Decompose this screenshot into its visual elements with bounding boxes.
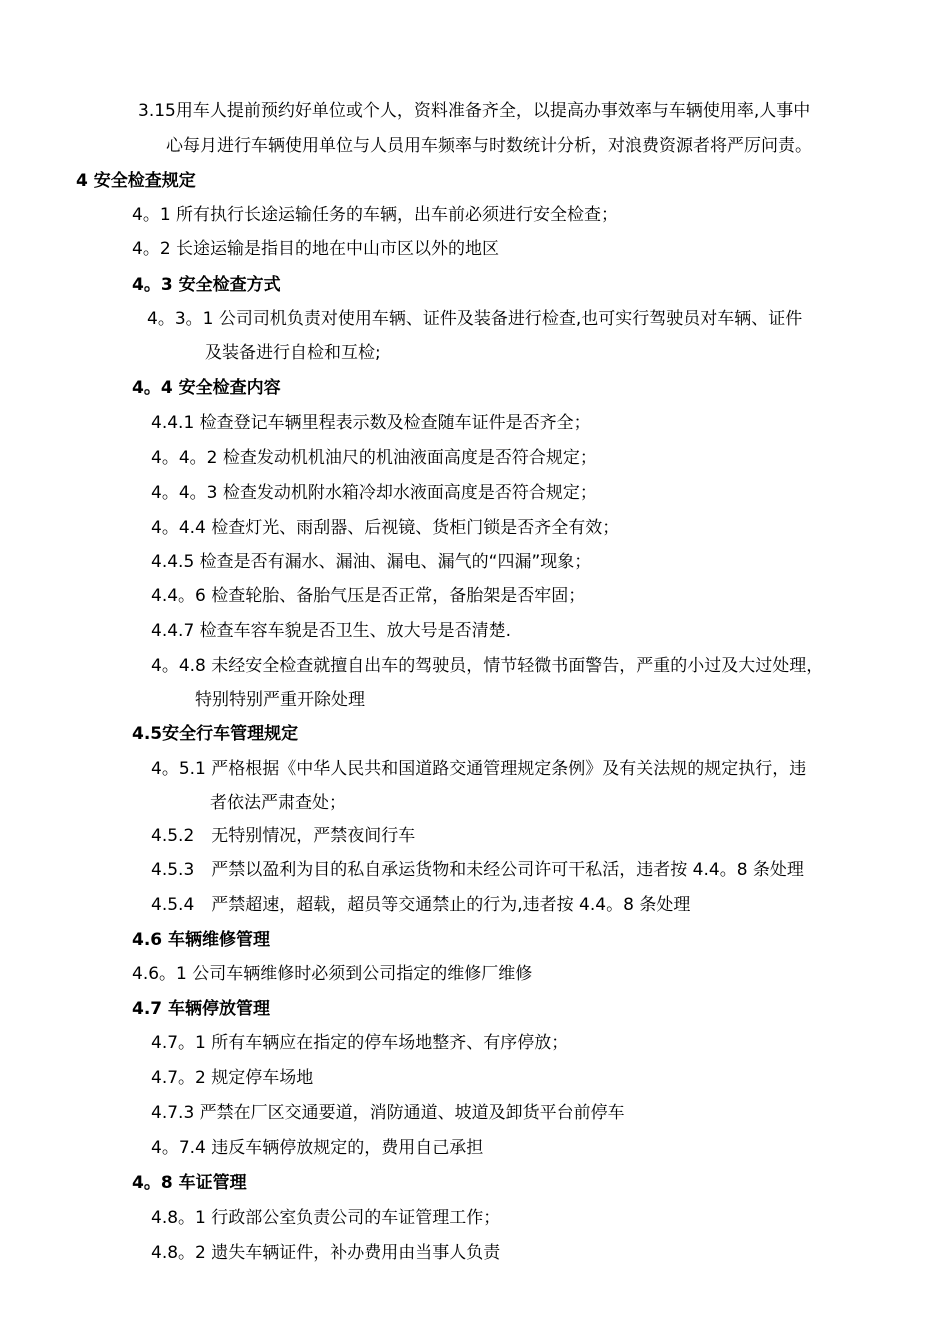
clause-4-3-1-line-1: 4。3。1 公司司机负责对使用车辆、证件及装备进行检查,也可实行驾驶员对车辆、证件	[147, 309, 803, 329]
section-4-7-heading: 4.7 车辆停放管理	[132, 999, 271, 1019]
clause-4-8-1: 4.8。1 行政部公室负责公司的车证管理工作；	[151, 1208, 501, 1228]
clause-4-4-6: 4.4。6 检查轮胎、备胎气压是否正常，备胎架是否牢固；	[151, 586, 586, 606]
clause-4-7-3: 4.7.3 严禁在厂区交通要道，消防通道、坡道及卸货平台前停车	[151, 1103, 625, 1123]
clause-4-4-2: 4。4。2 检查发动机机油尺的机油液面高度是否符合规定；	[151, 448, 597, 468]
clause-4-6-1: 4.6。1 公司车辆维修时必须到公司指定的维修厂维修	[132, 964, 533, 984]
clause-3-15-line-2: 心每月进行车辆使用单位与人员用车频率与时数统计分析，对浪费资源者将严厉问责。	[166, 136, 812, 156]
clause-4-2: 4。2 长途运输是指目的地在中山市区以外的地区	[132, 239, 500, 259]
clause-4-7-2: 4.7。2 规定停车场地	[151, 1068, 314, 1088]
clause-4-4-3: 4。4。3 检查发动机附水箱冷却水液面高度是否符合规定；	[151, 483, 597, 503]
section-4-4-heading: 4。4 安全检查内容	[132, 378, 281, 398]
clause-4-5-4: 4.5.4 严禁超速，超载，超员等交通禁止的行为,违者按 4.4。8 条处理	[151, 895, 691, 915]
clause-4-4-4: 4。4.4 检查灯光、雨刮器、后视镜、货柜门锁是否齐全有效；	[151, 518, 620, 538]
clause-4-5-1-line-1: 4。5.1 严格根据《中华人民共和国道路交通管理规定条例》及有关法规的规定执行，违	[151, 759, 807, 779]
clause-4-1: 4。1 所有执行长途运输任务的车辆，出车前必须进行安全检查；	[132, 205, 619, 225]
clause-4-3-1-line-2: 及装备进行自检和互检;	[205, 343, 381, 363]
clause-4-4-1: 4.4.1 检查登记车辆里程表示数及检查随车证件是否齐全；	[151, 413, 591, 433]
clause-4-4-8-line-1: 4。4.8 未经安全检查就擅自出车的驾驶员，情节轻微书面警告，严重的小过及大过处理，	[151, 656, 824, 676]
clause-4-4-7: 4.4.7 检查车容车貌是否卫生、放大号是否清楚.	[151, 621, 512, 641]
section-4-3-heading: 4。3 安全检查方式	[132, 275, 281, 295]
section-4-heading: 4 安全检查规定	[76, 171, 196, 191]
clause-4-5-1-line-2: 者依法严肃查处；	[210, 793, 346, 813]
section-4-6-heading: 4.6 车辆维修管理	[132, 930, 271, 950]
clause-4-5-2: 4.5.2 无特别情况，严禁夜间行车	[151, 826, 416, 846]
clause-4-4-5: 4.4.5 检查是否有漏水、漏油、漏电、漏气的“四漏”现象；	[151, 552, 592, 572]
clause-3-15-line-1: 3.15用车人提前预约好单位或个人，资料准备齐全，以提高办事效率与车辆使用率,人事中	[138, 101, 811, 121]
clause-4-5-3: 4.5.3 严禁以盈利为目的私自承运货物和未经公司许可干私活，违者按 4.4。8 条处理	[151, 860, 804, 880]
section-4-8-heading: 4。8 车证管理	[132, 1173, 247, 1193]
clause-4-8-2: 4.8。2 遗失车辆证件，补办费用由当事人负责	[151, 1243, 501, 1263]
clause-4-7-4: 4。7.4 违反车辆停放规定的，费用自己承担	[151, 1138, 484, 1158]
clause-4-4-8-line-2: 特别特别严重开除处理	[195, 690, 365, 710]
section-4-5-heading: 4.5安全行车管理规定	[132, 724, 299, 744]
clause-4-7-1: 4.7。1 所有车辆应在指定的停车场地整齐、有序停放；	[151, 1033, 569, 1053]
